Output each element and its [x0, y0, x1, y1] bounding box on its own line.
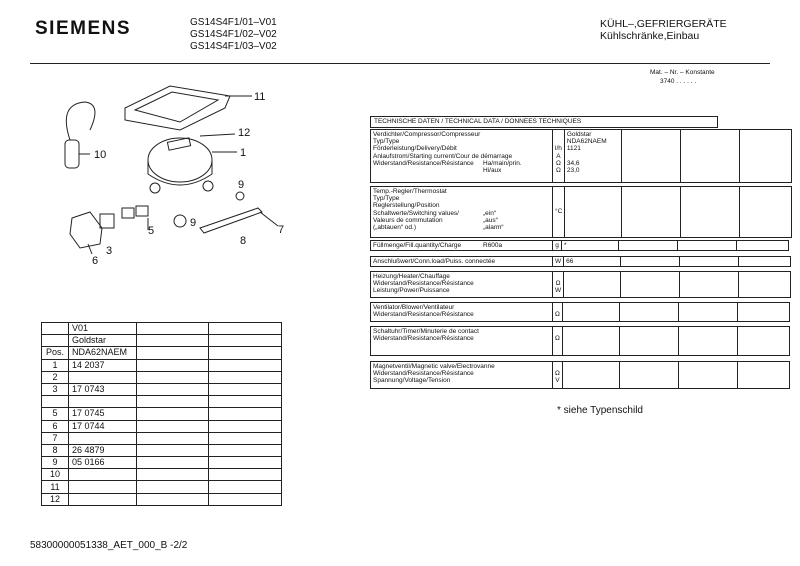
empty-cell — [209, 481, 282, 493]
variant-header-cell — [209, 323, 282, 335]
callout-11: 11 — [254, 91, 266, 103]
label-line: Hi/aux — [483, 167, 502, 175]
variant-header-cell — [137, 347, 209, 359]
pos-cell: 10 — [42, 469, 69, 481]
part-number-cell — [69, 469, 137, 481]
callout-3: 3 — [106, 245, 113, 257]
part-number-cell — [69, 493, 137, 505]
value: Goldstar — [566, 131, 592, 138]
pos-header-cell — [42, 323, 69, 335]
parts-header-row — [42, 347, 282, 359]
pos-cell: 7 — [42, 432, 69, 444]
category-line-2: Kühlschränke,Einbau — [600, 30, 700, 42]
empty-cell — [209, 359, 282, 371]
table-row — [42, 359, 282, 371]
pos-cell — [42, 396, 69, 408]
empty-cell — [137, 408, 209, 420]
brand-logo: SIEMENS — [35, 18, 132, 39]
part-number-cell: 17 0745 — [69, 408, 137, 420]
empty-cell — [137, 481, 209, 493]
variant-header-cell: NDA62NAEM — [69, 347, 137, 359]
label-line: („abtauen“ od.) „alarm“ — [373, 224, 504, 232]
value: * — [562, 241, 619, 251]
unit: l/h — [555, 145, 562, 153]
empty-cell — [137, 432, 209, 444]
label-line: Füllmenge/Fill.quantity/Charge — [373, 242, 462, 249]
label-line: Anlaufstrom/Starting current/Cour de démarrage — [373, 152, 513, 160]
table-row — [42, 396, 282, 408]
model-2: GS14S4F1/02–V02 — [190, 29, 277, 40]
pos-cell: 1 — [42, 359, 69, 371]
value: 1121 — [566, 145, 581, 153]
unit: V — [555, 377, 560, 385]
empty-cell — [209, 469, 282, 481]
pos-cell: 6 — [42, 420, 69, 432]
pos-cell: 2 — [42, 371, 69, 383]
part-number-cell — [69, 432, 137, 444]
empty-cell — [137, 420, 209, 432]
empty-cell — [209, 371, 282, 383]
callout-12: 12 — [238, 127, 251, 139]
callout-9a: 9 — [238, 179, 245, 191]
table-row — [42, 444, 282, 456]
label-line: Spannung/Voltage/Tension — [373, 377, 451, 385]
empty-cell — [137, 359, 209, 371]
table-row — [42, 481, 282, 493]
empty-cell — [209, 420, 282, 432]
model-1: GS14S4F1/01–V01 — [190, 17, 277, 28]
label-line: Widerstand/Resistance/Résistance — [373, 311, 474, 319]
unit: Ω — [556, 167, 561, 175]
pos-cell: 3 — [42, 383, 69, 395]
empty-cell — [137, 383, 209, 395]
label-line: Magnetventil/Magnetic valve/Electrovanne — [373, 363, 495, 370]
mat-label: Mat. – Nr. – Konstante — [650, 69, 715, 76]
callout-5: 5 — [148, 225, 155, 237]
empty-cell — [137, 396, 209, 408]
tech-timer — [370, 326, 790, 356]
clip-bar-part — [200, 208, 262, 233]
callout-1: 1 — [240, 147, 247, 159]
label-line: Widerstand/Resistance/Résistance — [373, 370, 474, 378]
callout-6: 6 — [92, 255, 99, 267]
label-line: Schaltuhr/Timer/Minuterie de contact — [373, 328, 479, 335]
label-line: Widerstand/Resistance/Résistance — [373, 280, 474, 288]
label-line: Typ/Type — [373, 195, 400, 203]
pos-header-cell — [42, 335, 69, 347]
tech-data-header: TECHNISCHE DATEN / TECHNICAL DATA / DONNEES TECHNIQUES — [370, 116, 718, 128]
part-number-cell — [69, 371, 137, 383]
cover-part — [70, 212, 102, 248]
unit: Ω — [556, 159, 561, 167]
label-line: Widerstand/Resistance/Résistance — [373, 335, 474, 343]
label-line: Temp.-Regler/Thermostat — [373, 188, 447, 195]
table-row — [42, 420, 282, 432]
label-line: Anschlußwert/Conn.load/Puiss. connectée — [371, 257, 553, 267]
label-line: Schaltwerte/Switching values/ „ein“ — [373, 209, 497, 217]
pos-cell: 12 — [42, 493, 69, 505]
tech-compressor — [370, 129, 792, 183]
value: 34,6 — [566, 159, 580, 167]
material-number — [650, 68, 715, 86]
tech-load — [370, 256, 791, 267]
empty-cell — [137, 371, 209, 383]
category — [600, 18, 727, 42]
variant-header-cell — [209, 347, 282, 359]
table-row — [42, 432, 282, 444]
table-row — [42, 383, 282, 395]
empty-cell — [209, 457, 282, 469]
pos-cell: 8 — [42, 444, 69, 456]
empty-cell — [209, 396, 282, 408]
value: 23,0 — [566, 167, 580, 175]
value: 66 — [564, 257, 621, 267]
mat-value: 3740 . . . . . . — [660, 78, 697, 85]
label-line: Verdichter/Compressor/Compresseur — [373, 131, 481, 138]
callout-10: 10 — [94, 149, 107, 161]
header-rule — [30, 63, 770, 64]
variant-header-cell — [137, 323, 209, 335]
callout-9b: 9 — [190, 217, 197, 229]
empty-cell — [209, 493, 282, 505]
pos-cell: 5 — [42, 408, 69, 420]
variant-header-cell — [209, 335, 282, 347]
parts-header-row — [42, 323, 282, 335]
empty-cell — [137, 457, 209, 469]
part-number-cell — [69, 396, 137, 408]
empty-cell — [137, 493, 209, 505]
part-number-cell: 17 0744 — [69, 420, 137, 432]
pos-header-cell: Pos. — [42, 347, 69, 359]
table-row — [42, 457, 282, 469]
tech-blower — [370, 302, 790, 322]
unit: °C — [553, 187, 565, 238]
label-line: Widerstand/Resistance/Résistance Ha/main/prin. — [373, 159, 522, 167]
variant-header-cell: V01 — [69, 323, 137, 335]
tech-heater — [370, 271, 791, 298]
empty-cell — [209, 432, 282, 444]
table-row — [42, 371, 282, 383]
category-line-1: KÜHL–,GEFRIERGERÄTE — [600, 18, 727, 30]
empty-cell — [209, 444, 282, 456]
unit: W — [553, 257, 564, 267]
table-row — [42, 469, 282, 481]
pos-cell: 11 — [42, 481, 69, 493]
tech-thermostat — [370, 186, 792, 238]
empty-cell — [137, 469, 209, 481]
label-line: Förderleistung/Delivery/Débit — [373, 145, 457, 153]
refrigerant: R600a — [483, 242, 503, 249]
empty-cell — [209, 383, 282, 395]
label-line: Heizung/Heater/Chauffage — [373, 273, 450, 280]
variant-header-cell: Goldstar — [69, 335, 137, 347]
unit: Ω — [555, 370, 560, 378]
capillary-part — [66, 102, 95, 140]
value: NDA62NAEM — [566, 138, 607, 146]
part-number-cell — [69, 481, 137, 493]
unit: Ω — [555, 280, 561, 288]
part-number-cell: 05 0166 — [69, 457, 137, 469]
model-list — [190, 17, 277, 53]
model-3: GS14S4F1/03–V02 — [190, 41, 277, 52]
part-number-cell: 26 4879 — [69, 444, 137, 456]
unit: Ω — [555, 335, 560, 343]
label-line: Typ/Type — [373, 138, 400, 146]
tech-valve — [370, 361, 790, 389]
pos-cell: 9 — [42, 457, 69, 469]
relay-part — [122, 208, 134, 218]
variant-header-cell — [137, 335, 209, 347]
table-row — [42, 493, 282, 505]
grommet-part — [174, 215, 186, 227]
exploded-parts-drawing — [30, 78, 300, 278]
unit: Ω — [555, 311, 560, 319]
callout-8: 8 — [240, 235, 247, 247]
empty-cell — [137, 444, 209, 456]
unit: W — [555, 287, 562, 295]
empty-cell — [209, 408, 282, 420]
compressor-part — [148, 138, 212, 182]
callout-7: 7 — [278, 224, 285, 236]
label-line: Valeurs de commutation „aus“ — [373, 216, 498, 224]
label-line: Reglerstellung/Position — [373, 202, 440, 210]
document-number: 58300000051338_AET_000_B -2/2 — [30, 540, 188, 551]
label-line: Leistung/Power/Puissance — [373, 287, 450, 295]
unit: A — [556, 152, 561, 160]
part-number-cell: 17 0743 — [69, 383, 137, 395]
parts-table — [41, 322, 282, 506]
unit: g — [553, 241, 562, 251]
parts-header-row — [42, 335, 282, 347]
part-number-cell: 14 2037 — [69, 359, 137, 371]
table-row — [42, 408, 282, 420]
label-line: Ventilator/Blower/Ventilateur — [373, 304, 455, 311]
tech-fill — [370, 240, 789, 251]
type-plate-note: * siehe Typenschild — [557, 405, 643, 416]
